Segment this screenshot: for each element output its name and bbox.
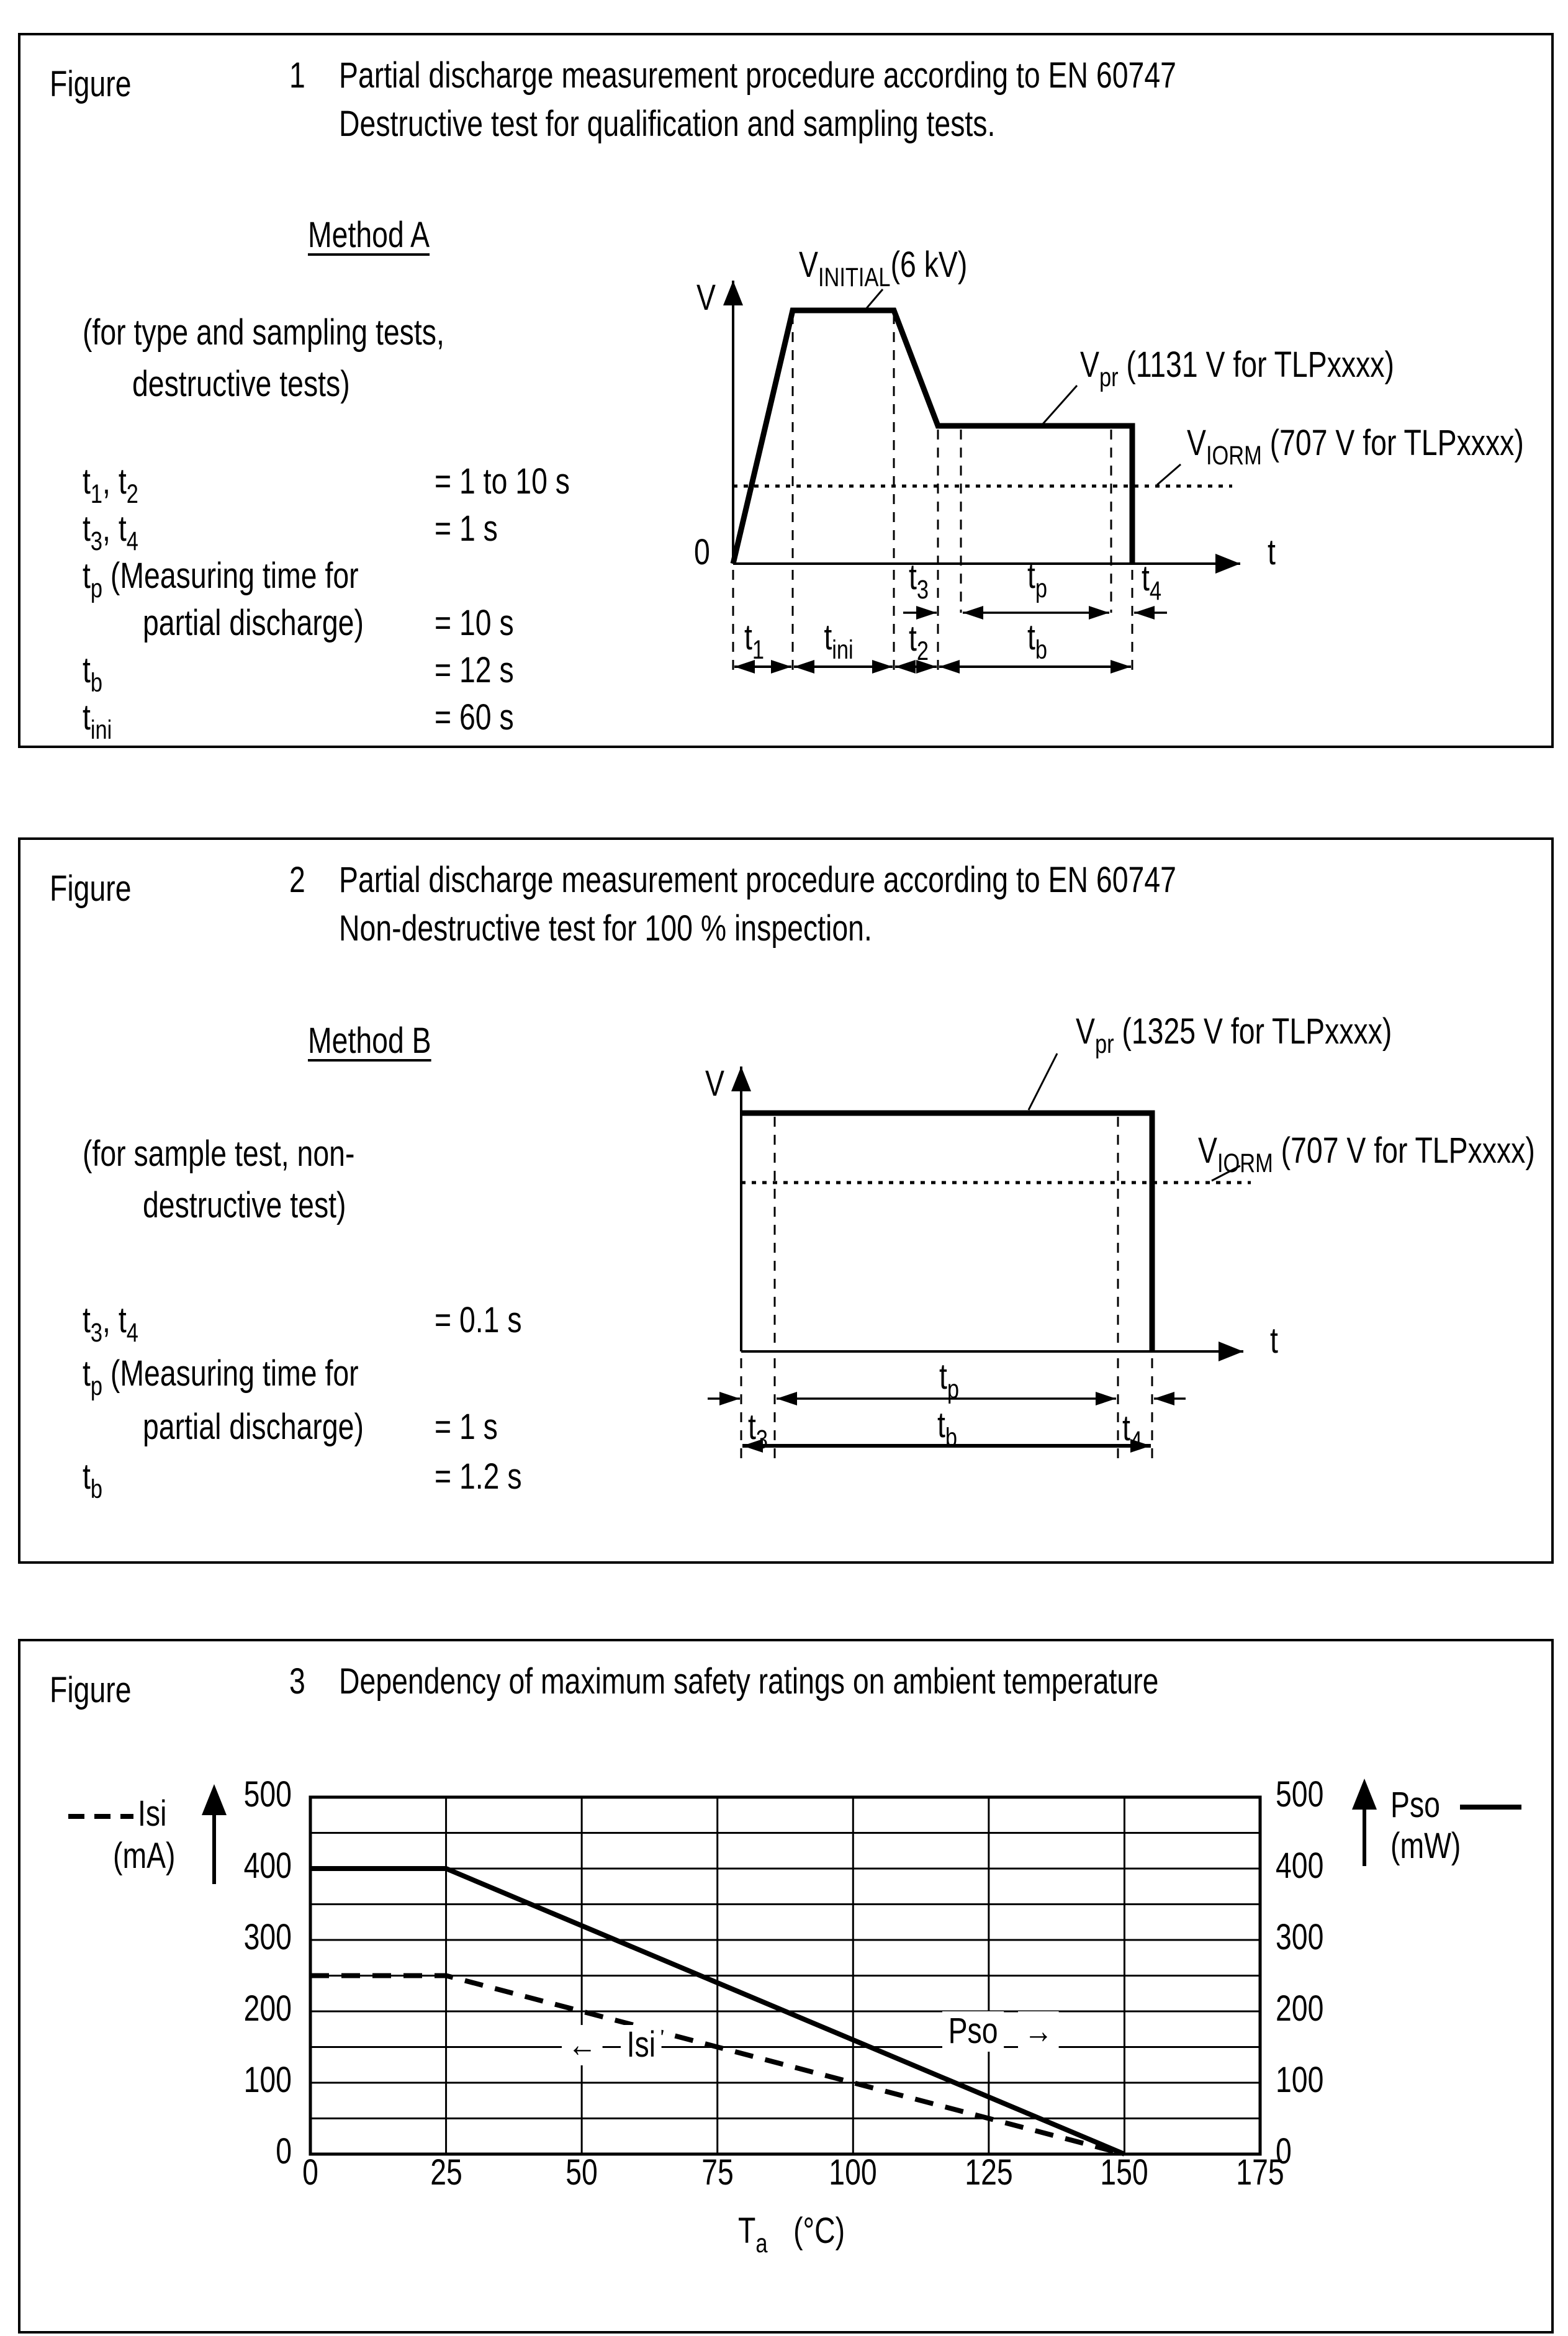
fig3-x-tick-label: 50 [565, 2152, 598, 2193]
fig3-y-tick-label-left: 300 [243, 1917, 292, 1957]
fig3-y-tick-label-right: 400 [1276, 1846, 1324, 1886]
method-b-row4-symbol: $t_b$ [83, 1456, 103, 1504]
pso-curve-inline-label: Pso [942, 2011, 1004, 2052]
method-b-row3-text: partial discharge) [143, 1407, 364, 1447]
method-a-row6-value: = 60 s [435, 697, 514, 737]
pso-curve-right-arrow-icon: → [1018, 2011, 1059, 2052]
fig3-x-tick-label: 100 [829, 2152, 877, 2193]
fig3-xaxis-title: $T_a$ (°C) [738, 2211, 845, 2258]
fig1-viorm-leader [1157, 464, 1181, 485]
method-a-row2-value: = 1 s [435, 508, 498, 549]
fig1-caption-line2: Destructive test for qualification and sampling tests. [339, 104, 996, 144]
fig1-tb-interval-label: $t_b$ [1027, 617, 1048, 665]
fig1-vpr-leader [1042, 386, 1077, 425]
method-b-note2: destructive test) [143, 1185, 346, 1225]
fig1-figure-label: Figure [50, 64, 132, 104]
right-up-arrowhead-icon [1352, 1779, 1377, 1810]
fig2-tp-interval-label: $t_p$ [939, 1356, 960, 1404]
isi-curve-inline-label: Isi [621, 2025, 662, 2065]
fig3-y-tick-label-left: 500 [243, 1774, 292, 1815]
fig2-t3-interval-label: $t_3$ [747, 1407, 768, 1454]
fig3-y-tick-label-left: 0 [276, 2131, 292, 2171]
method-b-row3-value: = 1 s [435, 1407, 498, 1447]
fig3-x-tick-label: 25 [430, 2152, 462, 2193]
fig2-t-axis-label: t [1270, 1320, 1278, 1361]
isi-legend-unit: (mA) [113, 1836, 176, 1876]
fig3-x-tick-label: 75 [701, 2152, 734, 2193]
fig2-caption-line2: Non-destructive test for 100 % inspection. [339, 908, 872, 949]
method-a-row4-text: partial discharge) [143, 603, 364, 643]
fig2-vpr-label: $V_{pr}$ (1325 V for TLPxxxx) [1076, 1011, 1392, 1059]
method-a-row6-symbol: $t_{ini}$ [83, 697, 112, 745]
method-b-row4-value: = 1.2 s [435, 1456, 522, 1497]
fig1-vinitial-label: $V_{INITIAL}(6$ kV) [799, 245, 968, 292]
method-a-row5-value: = 12 s [435, 650, 514, 690]
method-b-row2-symbol: $t_p$ (Measuring time for [83, 1353, 359, 1401]
fig1-vpr-label: $V_{pr}$ (1131 V for TLPxxxx) [1080, 345, 1394, 392]
method-a-title: Method A [308, 215, 430, 255]
pso-legend-name: Pso [1390, 1785, 1440, 1825]
fig3-y-tick-label-right: 200 [1276, 1988, 1324, 2029]
fig1-t3-interval-label: $t_3$ [908, 557, 929, 605]
fig1-diagram [733, 281, 1240, 675]
fig3-y-tick-label-right: 0 [1276, 2131, 1292, 2171]
method-a-row5-symbol: $t_b$ [83, 650, 103, 698]
fig3-figure-label: Figure [50, 1670, 132, 1710]
fig2-vpr-leader [1029, 1053, 1057, 1110]
fig1-t1-interval-label: $t_1$ [744, 617, 765, 665]
fig2-tb-interval-label: $t_b$ [937, 1405, 958, 1453]
fig3-x-tick-label: 125 [965, 2152, 1013, 2193]
fig1-viorm-label: $V_{IORM}$ (707 V for TLPxxxx) [1187, 423, 1524, 471]
method-b-row1-value: = 0.1 s [435, 1300, 522, 1340]
method-a-row1-value: = 1 to 10 s [435, 461, 570, 502]
fig2-figure-label: Figure [50, 868, 132, 909]
method-a-note1: (for type and sampling tests, [83, 312, 444, 353]
fig2-figure-number: 2 [289, 860, 305, 900]
method-a-row2-symbol: $t_3$, $t_4$ [83, 508, 138, 556]
fig1-t2-interval-label: $t_2$ [908, 618, 929, 666]
fig3-caption-line1: Dependency of maximum safety ratings on ambient temperature [339, 1661, 1159, 1702]
fig1-tini-interval-label: $t_{ini}$ [824, 617, 854, 665]
fig1-t-axis-label: t [1268, 532, 1276, 572]
fig2-t4-interval-label: $t_4$ [1122, 1408, 1143, 1456]
fig3-chart-lines [310, 1797, 1260, 2154]
fig2-v-axis-label: V [705, 1063, 724, 1104]
fig3-x-tick-label: 175 [1236, 2152, 1284, 2193]
fig3-y-tick-label-right: 100 [1276, 2060, 1324, 2100]
fig1-voltage-waveform [733, 310, 1132, 564]
method-a-row1-symbol: $t_1$, $t_2$ [83, 461, 138, 509]
fig3-y-tick-label-right: 500 [1276, 1774, 1324, 1815]
fig2-caption-line1: Partial discharge measurement procedure according to EN 60747 [339, 860, 1176, 900]
fig3-y-tick-label-right: 300 [1276, 1917, 1324, 1957]
fig3-y-tick-label-left: 200 [243, 1988, 292, 2029]
method-b-row1-symbol: $t_3$, $t_4$ [83, 1300, 138, 1348]
pso-legend-unit: (mW) [1390, 1826, 1461, 1866]
fig2-viorm-label: $V_{IORM}$ (707 V for TLPxxxx) [1198, 1130, 1535, 1178]
method-b-note1: (for sample test, non- [83, 1134, 355, 1174]
fig3-figure-number: 3 [289, 1661, 305, 1702]
fig1-figure-number: 1 [289, 55, 305, 96]
method-a-note2: destructive tests) [132, 364, 350, 404]
fig2-voltage-waveform [741, 1113, 1152, 1351]
fig3-x-tick-label: 150 [1100, 2152, 1149, 2193]
method-b-title: Method B [308, 1021, 431, 1061]
method-a-row4-value: = 10 s [435, 603, 514, 643]
method-a-row3-symbol: $t_p$ (Measuring time for [83, 556, 359, 603]
fig1-v-axis-label: V [696, 277, 716, 318]
fig1-caption-line1: Partial discharge measurement procedure according to EN 60747 [339, 55, 1176, 96]
fig3-x-tick-label: 0 [302, 2152, 318, 2193]
isi-curve-left-arrow-icon: ← [562, 2025, 603, 2065]
fig3-y-tick-label-left: 400 [243, 1846, 292, 1886]
fig1-t4-interval-label: $t_4$ [1141, 558, 1162, 606]
fig1-tp-interval-label: $t_p$ [1027, 556, 1048, 603]
fig1-origin-label: 0 [694, 532, 710, 572]
isi-legend-name: Isi [138, 1793, 167, 1834]
fig3-y-tick-label-left: 100 [243, 2060, 292, 2100]
